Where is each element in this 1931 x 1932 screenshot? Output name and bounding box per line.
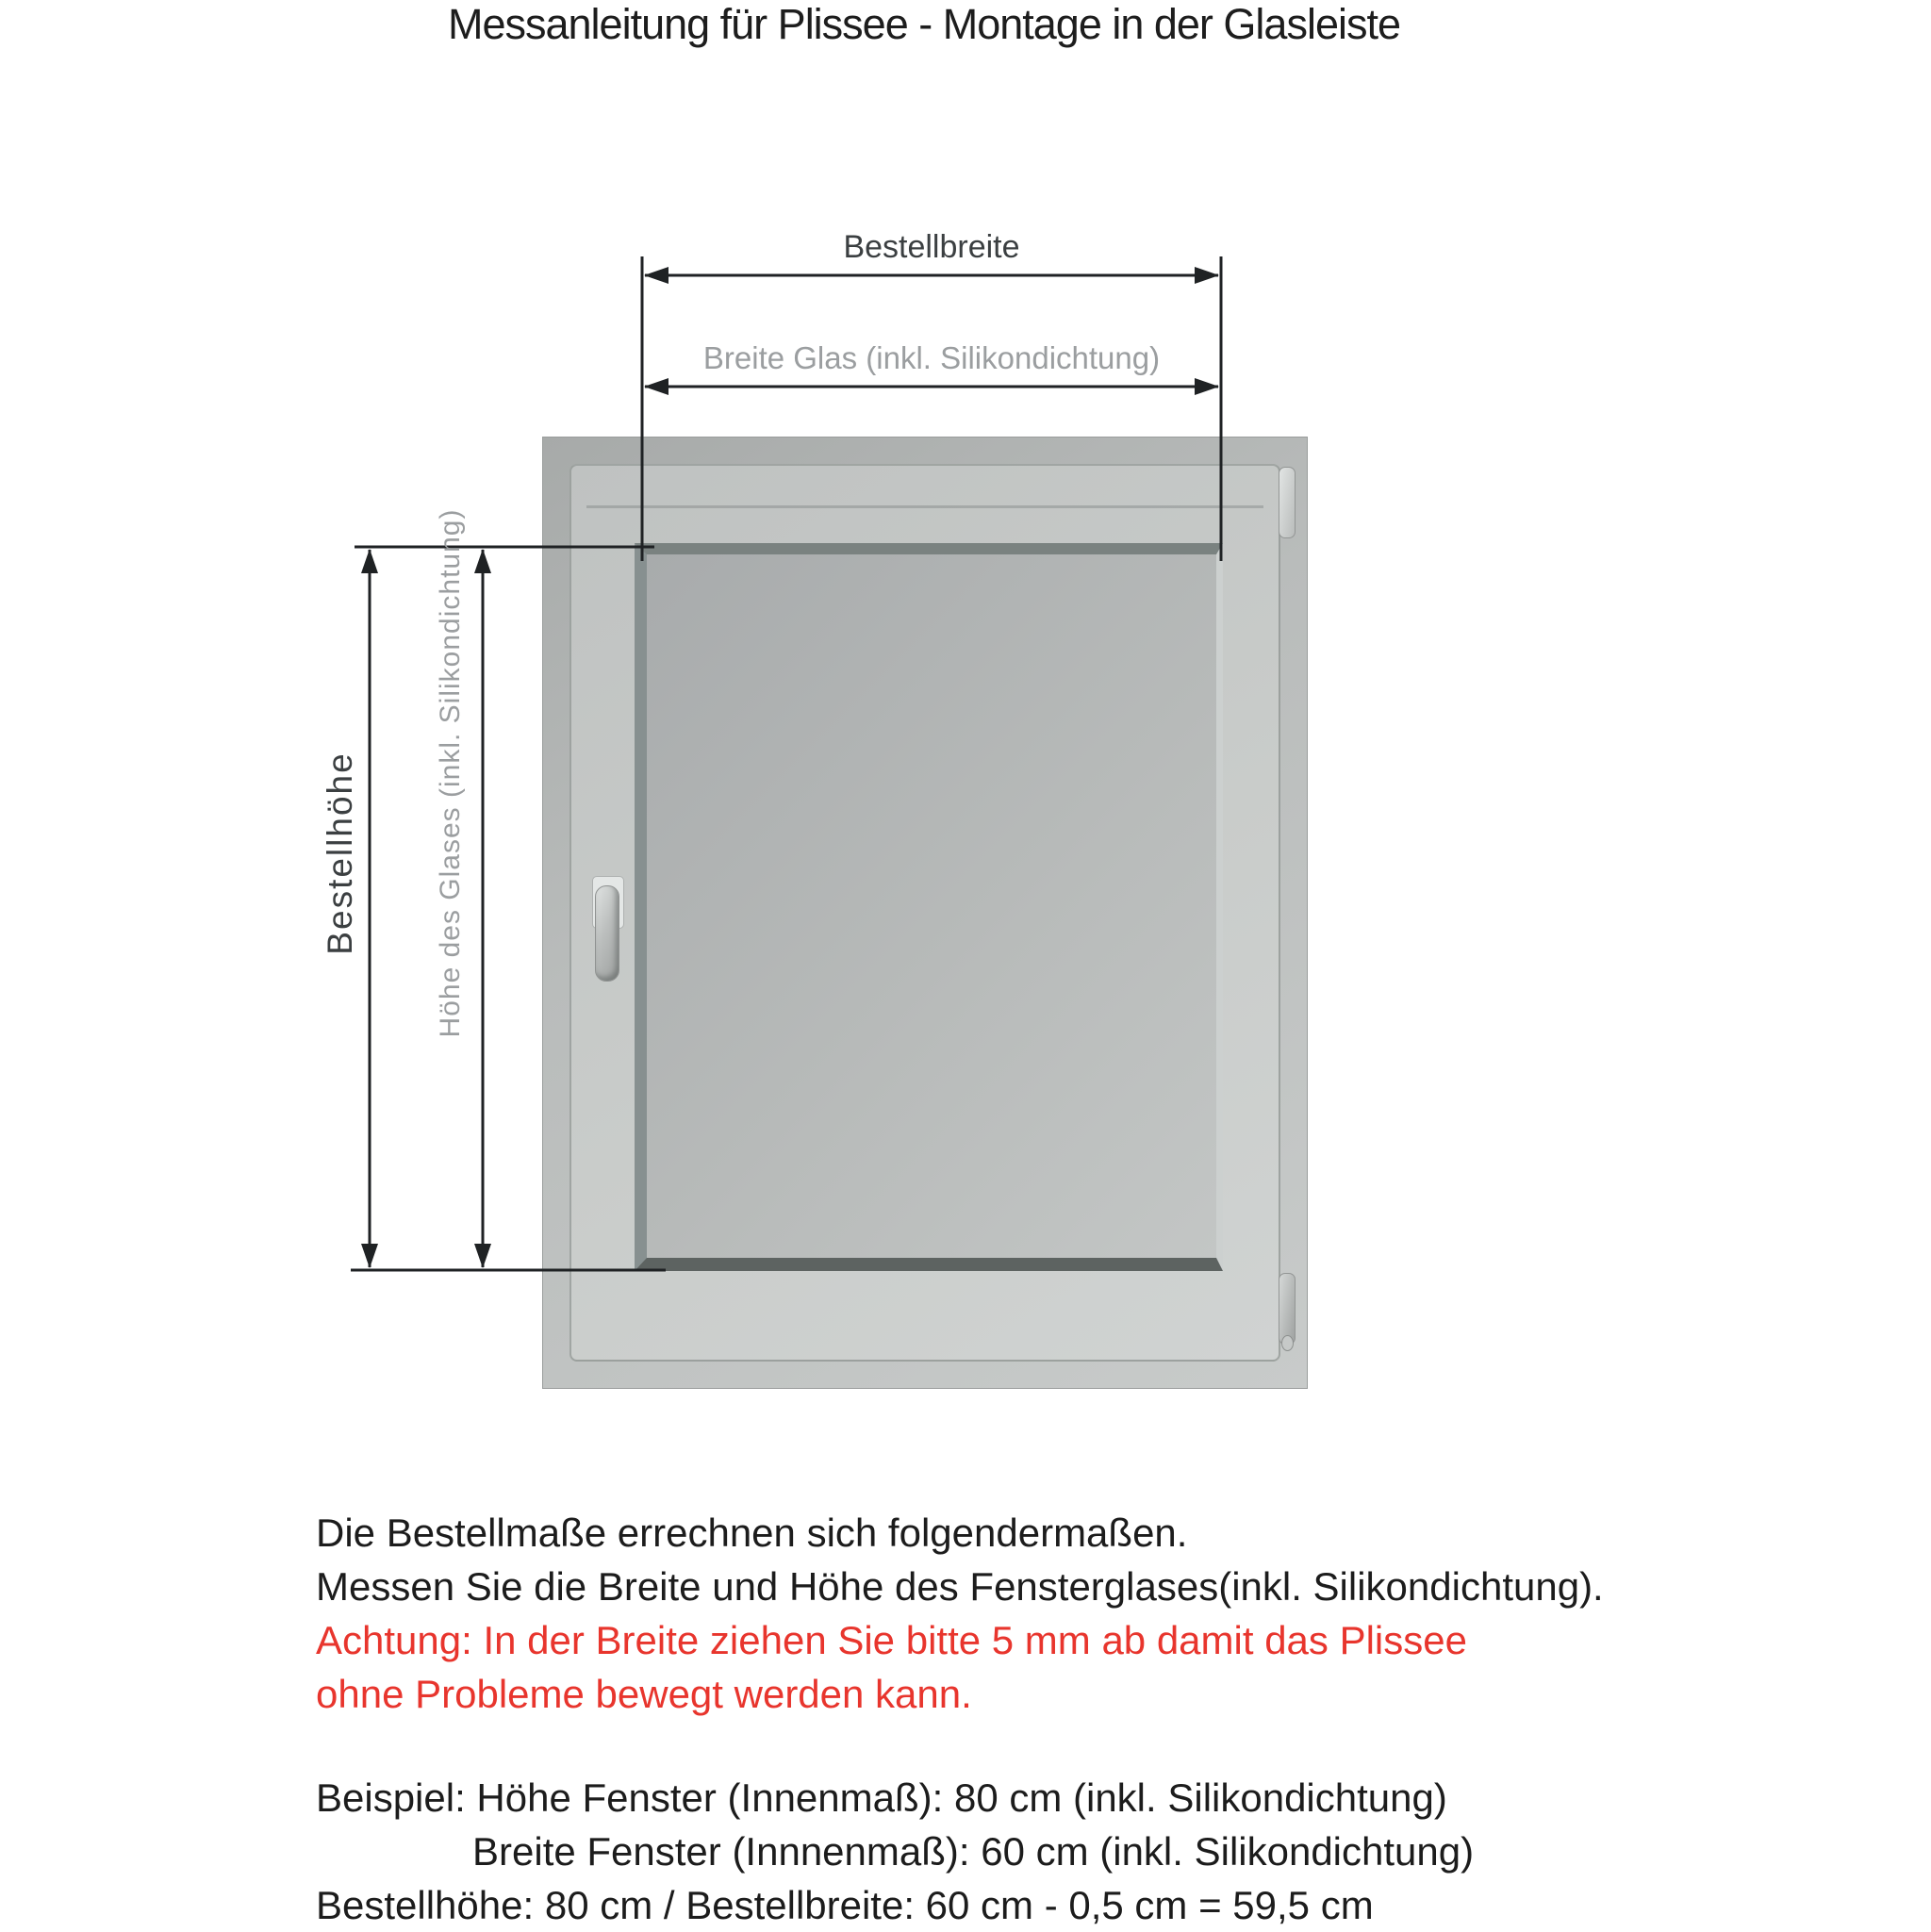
label-glass-height: Höhe des Glases (inkl. Silikondichtung) — [435, 508, 466, 1038]
instruction-line: Die Bestellmaße errechnen sich folgendermaßen. — [316, 1511, 1188, 1555]
label-glass-width: Breite Glas (inkl. Silikondichtung) — [702, 340, 1161, 375]
page-title: Messanleitung für Plissee - Montage in der Glasleiste — [447, 0, 1400, 48]
example-line: Breite Fenster (Innnenmaß): 60 cm (inkl. Silikondichtung) — [472, 1829, 1475, 1874]
window-handle — [595, 885, 619, 982]
label-order-height: Bestellhöhe — [321, 751, 359, 955]
hinge-top-icon — [1279, 467, 1296, 538]
label-order-width: Bestellbreite — [843, 229, 1020, 265]
warning-line: Achtung: In der Breite ziehen Sie bitte 5 mm ab damit das Plissee — [316, 1618, 1467, 1662]
window-glass — [635, 543, 1223, 1271]
instruction-line: Messen Sie die Breite und Höhe des Fensterglases(inkl. Silikondichtung). — [316, 1564, 1604, 1609]
calculation-instructions — [316, 1506, 1604, 1721]
example-block — [316, 1771, 1474, 1932]
window-frame — [542, 437, 1308, 1389]
glazing-bead-line — [586, 505, 1263, 508]
warning-line: ohne Probleme bewegt werden kann. — [316, 1672, 972, 1716]
example-line: Beispiel: Höhe Fenster (Innenmaß): 80 cm (inkl. Silikondichtung) — [316, 1775, 1447, 1820]
hinge-bottom-icon — [1279, 1273, 1296, 1345]
example-line: Bestellhöhe: 80 cm / Bestellbreite: 60 cm - 0,5 cm = 59,5 cm — [316, 1883, 1374, 1927]
hinge-knob-icon — [1281, 1335, 1294, 1351]
